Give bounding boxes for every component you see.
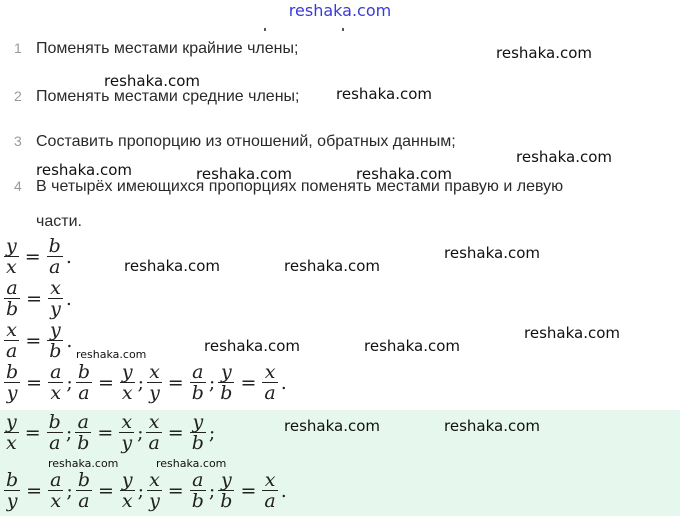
semicolon: ; xyxy=(208,371,216,394)
equation-line xyxy=(2,362,288,403)
numerator: y xyxy=(192,411,204,433)
denominator: a xyxy=(264,382,276,404)
line-end-punct: . xyxy=(66,329,73,352)
watermark-text: reshaka.com xyxy=(356,165,452,183)
numerator: y xyxy=(49,319,61,341)
equals-sign: = xyxy=(25,329,42,352)
watermark-text: reshaka.com xyxy=(524,324,620,342)
fraction xyxy=(76,470,92,511)
fraction xyxy=(218,362,234,403)
denominator: x xyxy=(120,490,135,511)
line-end-punct: . xyxy=(280,479,287,502)
watermark-text: reshaka.com xyxy=(104,72,200,90)
numerator: a xyxy=(50,361,62,383)
step-number: 4 xyxy=(14,178,22,194)
fraction xyxy=(4,320,19,361)
numerator: x xyxy=(6,319,18,341)
numerator: x xyxy=(121,411,133,433)
numerator: x xyxy=(149,361,160,383)
numerator: y xyxy=(121,361,133,383)
equals-sign: = xyxy=(167,371,184,394)
watermark-text: reshaka.com xyxy=(156,457,227,470)
fraction xyxy=(75,412,91,453)
denominator: a xyxy=(47,256,63,277)
denominator: b xyxy=(191,382,204,404)
watermark-text: reshaka.com xyxy=(364,337,460,355)
denominator: b xyxy=(191,432,204,454)
equals-sign: = xyxy=(24,245,41,268)
fraction xyxy=(146,412,161,453)
denominator: a xyxy=(47,432,63,453)
denominator: a xyxy=(148,432,160,454)
numerator: b xyxy=(48,411,61,433)
fraction xyxy=(190,362,206,403)
fraction xyxy=(47,236,63,277)
line-end-punct: . xyxy=(65,287,72,310)
step-number: 3 xyxy=(14,133,22,149)
semicolon: ; xyxy=(137,479,145,502)
fraction xyxy=(262,470,277,511)
fraction xyxy=(262,362,277,403)
fraction xyxy=(120,362,135,403)
fraction xyxy=(4,470,20,511)
equals-sign: = xyxy=(97,421,114,444)
denominator: x xyxy=(120,382,135,403)
denominator: y xyxy=(121,432,133,454)
denominator: b xyxy=(220,382,233,404)
numerator: x xyxy=(264,361,276,383)
fraction xyxy=(120,470,135,511)
equation-line xyxy=(2,412,216,453)
denominator: b xyxy=(6,298,19,320)
semicolon: ; xyxy=(137,371,145,394)
watermark-text: reshaka.com xyxy=(496,44,592,62)
equals-sign: = xyxy=(167,479,184,502)
numerator: y xyxy=(121,469,133,491)
denominator: y xyxy=(4,490,20,511)
fraction xyxy=(190,412,206,453)
numerator: b xyxy=(77,469,90,491)
line-end-punct: . xyxy=(65,245,72,268)
numerator: a xyxy=(77,411,89,433)
equals-sign: = xyxy=(240,371,257,394)
equals-sign: = xyxy=(24,421,41,444)
numerator: b xyxy=(6,361,19,383)
denominator: a xyxy=(264,490,276,512)
site-header-link[interactable]: reshaka.com xyxy=(288,1,392,20)
equals-sign: = xyxy=(167,421,184,444)
semicolon: ; xyxy=(66,479,73,502)
watermark-text: reshaka.com xyxy=(36,161,132,179)
numerator: a xyxy=(192,469,204,491)
numerator: a xyxy=(50,469,62,491)
watermark-text: reshaka.com xyxy=(284,417,380,435)
denominator: b xyxy=(49,340,62,362)
denominator: x xyxy=(48,490,63,511)
numerator: b xyxy=(6,469,19,491)
step-number: 1 xyxy=(14,40,22,56)
equals-sign: = xyxy=(26,287,43,310)
step-text: Поменять местами средние члены; xyxy=(36,88,300,105)
numerator: y xyxy=(6,411,17,433)
watermark-text: reshaka.com xyxy=(444,244,540,262)
numerator: x xyxy=(148,411,160,433)
denominator: y xyxy=(149,382,160,404)
fraction xyxy=(4,412,19,453)
semicolon: ; xyxy=(65,421,73,444)
fraction xyxy=(4,362,20,403)
numerator: b xyxy=(77,361,90,383)
numerator: y xyxy=(221,469,232,491)
step-text: В четырёх имеющихся пропорциях поменять местами правую и левую xyxy=(36,178,564,195)
equals-sign: = xyxy=(98,371,114,394)
semicolon: ; xyxy=(137,421,144,444)
denominator: b xyxy=(77,432,90,454)
denominator: y xyxy=(4,382,20,403)
denominator: a xyxy=(6,340,18,362)
fraction xyxy=(4,236,19,277)
fraction xyxy=(119,412,134,453)
fraction xyxy=(218,470,234,511)
watermark-text: reshaka.com xyxy=(196,165,292,183)
numerator: x xyxy=(264,469,276,491)
watermark-text: reshaka.com xyxy=(76,348,147,361)
denominator: y xyxy=(50,298,61,320)
fraction xyxy=(190,470,206,511)
equals-sign: = xyxy=(26,371,43,394)
denominator: x xyxy=(48,382,63,403)
numerator: x xyxy=(50,277,61,299)
numerator: b xyxy=(48,235,61,257)
equation-line xyxy=(2,278,73,319)
line-end-punct: . xyxy=(280,371,287,394)
numerator: a xyxy=(192,361,204,383)
step-text-continued: части. xyxy=(36,213,82,230)
watermark-text: reshaka.com xyxy=(204,337,300,355)
fraction xyxy=(147,362,162,403)
step-number: 2 xyxy=(14,88,22,104)
denominator: y xyxy=(149,490,160,512)
equation-line xyxy=(2,236,73,277)
fraction xyxy=(48,362,63,403)
denominator: a xyxy=(76,490,92,511)
fraction xyxy=(76,362,92,403)
numerator: y xyxy=(221,361,232,383)
fraction xyxy=(48,278,63,319)
watermark-text: reshaka.com xyxy=(516,148,612,166)
watermark-text: reshaka.com xyxy=(444,417,540,435)
numerator: y xyxy=(6,235,17,257)
fraction xyxy=(147,470,162,511)
step-text: Поменять местами крайние члены; xyxy=(36,40,299,57)
semicolon: ; xyxy=(66,371,73,394)
fraction xyxy=(47,412,63,453)
semicolon: ; xyxy=(208,479,216,502)
watermark-text: reshaka.com xyxy=(48,457,119,470)
equals-sign: = xyxy=(240,479,257,502)
watermark-text: reshaka.com xyxy=(124,257,220,275)
denominator: b xyxy=(220,490,233,512)
step-text: Составить пропорцию из отношений, обратных данным; xyxy=(36,133,456,150)
watermark-text: reshaka.com xyxy=(284,257,380,275)
denominator: x xyxy=(4,432,19,453)
denominator: x xyxy=(4,256,19,277)
equation-line xyxy=(2,470,288,511)
fraction xyxy=(4,278,20,319)
equals-sign: = xyxy=(26,479,43,502)
watermark-text: reshaka.com xyxy=(336,85,432,103)
denominator: a xyxy=(76,382,92,403)
numerator: a xyxy=(6,277,18,299)
equation-line xyxy=(2,320,73,361)
denominator: b xyxy=(191,490,204,512)
numerator: x xyxy=(149,469,160,491)
fraction xyxy=(47,320,63,361)
fraction xyxy=(48,470,63,511)
line-end-punct: ; xyxy=(208,421,216,444)
equals-sign: = xyxy=(98,479,114,502)
cropped-text-fragment xyxy=(270,28,274,32)
